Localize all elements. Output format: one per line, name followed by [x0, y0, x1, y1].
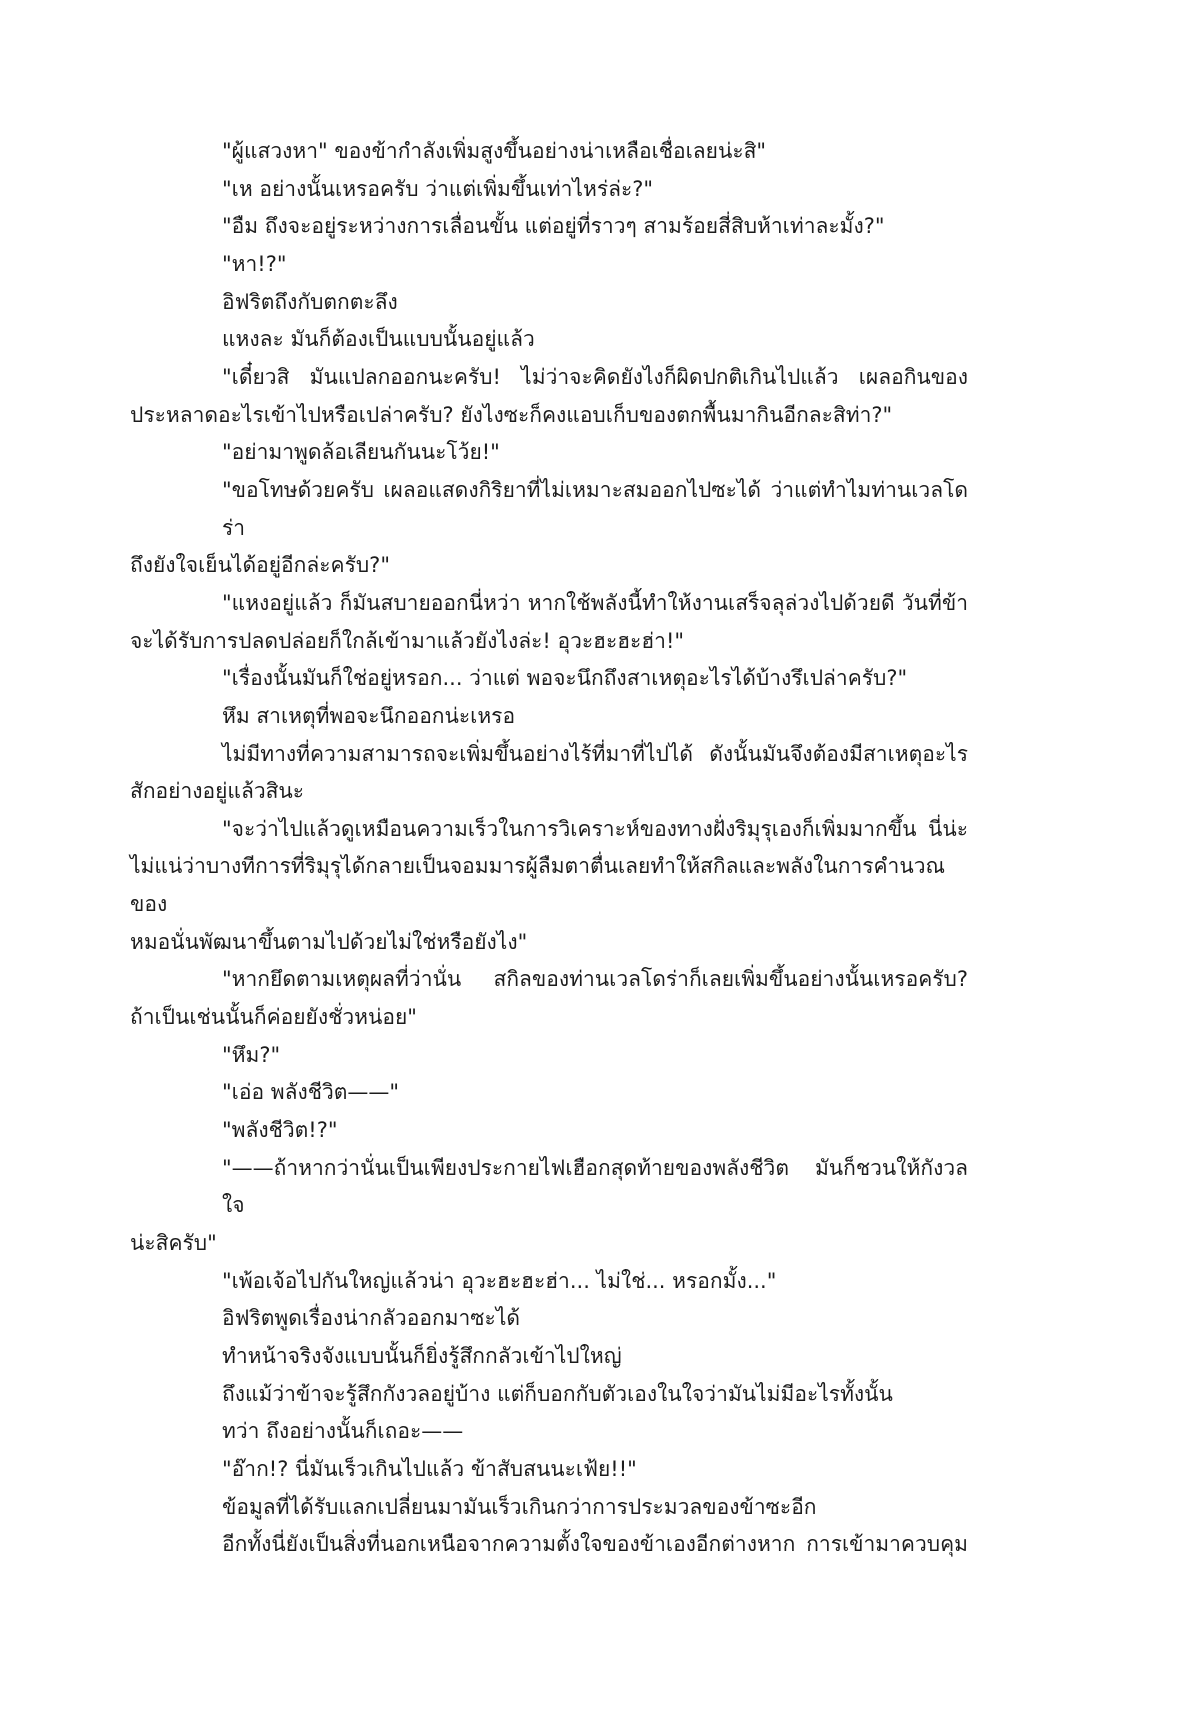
paragraph-line: "เรื่องนั้นมันก็ใช่อยู่หรอก... ว่าแต่ พอจะนึกถึงสาเหตุอะไรได้บ้างรึเปล่าครับ?" [222, 666, 908, 691]
paragraph-line: "หึม?" [222, 1042, 281, 1067]
paragraph [130, 171, 968, 209]
paragraph-line: "ผู้แสวงหา" ของข้ากำลังเพิ่มสูงขึ้นอย่างน่าเหลือเชื่อเลยน่ะสิ" [222, 139, 767, 163]
paragraph [130, 1376, 968, 1414]
paragraph-line: "อย่ามาพูดล้อเลียนกันนะโว้ย!" [222, 440, 500, 465]
paragraph [130, 961, 968, 1036]
paragraph-line: "หา!?" [222, 251, 287, 276]
paragraph-line: หึม สาเหตุที่พอจะนึกออกน่ะเหรอ [222, 703, 516, 728]
paragraph-line: ทำหน้าจริงจังแบบนั้นก็ยิ่งรู้สึกกลัวเข้าไปใหญ่ [222, 1344, 622, 1368]
paragraph [130, 359, 968, 434]
paragraph-line: "เดี๋ยวสิ มันแปลกออกนะครับ! ไม่ว่าจะคิดยังไงก็ผิดปกติเกินไปแล้ว เผลอกินของ [222, 364, 968, 389]
paragraph [130, 321, 968, 359]
paragraph-line: "จะว่าไปแล้วดูเหมือนความเร็วในการวิเคราะห์ของทางฝั่งริมุรุเองก็เพิ่มมากขึ้น นี่น่ะ [222, 816, 968, 841]
paragraph-line: "หากยึดตามเหตุผลที่ว่านั่น สกิลของท่านเวลโดร่าก็เลยเพิ่มขึ้นอย่างนั้นเหรอครับ? [222, 967, 968, 992]
paragraph [130, 660, 968, 698]
paragraph-line: อิฟริตถึงกับตกตะลึง [222, 289, 398, 314]
paragraph [130, 208, 968, 246]
paragraph-line: จะได้รับการปลดปล่อยก็ใกล้เข้ามาแล้วยังไงล่ะ! อุวะฮะฮะฮ่า!" [130, 628, 685, 653]
paragraph [130, 1526, 968, 1564]
paragraph [130, 133, 968, 171]
paragraph-line: หมอนั่นพัฒนาขึ้นตามไปด้วยไม่ใช่หรือยังไง" [130, 929, 528, 954]
paragraph [130, 1037, 968, 1075]
paragraph [130, 1074, 968, 1112]
paragraph-line: "แหงอยู่แล้ว ก็มันสบายออกนี่หว่า หากใช้พลังนี้ทำให้งานเสร็จลุล่วงไปด้วยดี วันที่ข้า [222, 590, 968, 615]
paragraph [130, 811, 968, 962]
paragraph-line: สักอย่างอยู่แล้วสินะ [130, 779, 305, 804]
paragraph-line: อีกทั้งนี่ยังเป็นสิ่งที่นอกเหนือจากความตั้งใจของข้าเองอีกต่างหาก การเข้ามาควบคุม [222, 1532, 968, 1557]
paragraph-line: ถึงยังใจเย็นได้อยู่อีกล่ะครับ?" [130, 553, 390, 578]
paragraph [130, 698, 968, 736]
paragraph-line: "เอ่อ พลังชีวิต——" [222, 1080, 400, 1105]
paragraph-line: ประหลาดอะไรเข้าไปหรือเปล่าครับ? ยังไงซะก็คงแอบเก็บของตกพื้นมากินอีกละสิท่า?" [130, 402, 893, 427]
paragraph [130, 472, 968, 585]
paragraph-line: "พลังชีวิต!?" [222, 1118, 338, 1143]
paragraph-line: ไม่มีทางที่ความสามารถจะเพิ่มขึ้นอย่างไร้ที่มาที่ไปได้ ดังนั้นมันจึงต้องมีสาเหตุอะไร [222, 741, 968, 766]
paragraph-line: แหงละ มันก็ต้องเป็นแบบนั้นอยู่แล้ว [222, 327, 535, 352]
paragraph-line: "เห อย่างนั้นเหรอครับ ว่าแต่เพิ่มขึ้นเท่าไหร่ล่ะ?" [222, 176, 654, 201]
paragraph-line: ข้อมูลที่ได้รับแลกเปลี่ยนมามันเร็วเกินกว่าการประมวลของข้าซะอีก [222, 1494, 817, 1519]
paragraph-line: "ขอโทษด้วยครับ เผลอแสดงกิริยาที่ไม่เหมาะสมออกไปซะได้ ว่าแต่ทำไมท่านเวลโดร่า [222, 477, 968, 540]
paragraph-line: น่ะสิครับ" [130, 1231, 217, 1256]
paragraph-line: "——ถ้าหากว่านั่นเป็นเพียงประกายไฟเฮือกสุดท้ายของพลังชีวิต มันก็ชวนให้กังวลใจ [222, 1155, 968, 1218]
paragraph [130, 1413, 968, 1451]
paragraph-line: "อืม ถึงจะอยู่ระหว่างการเลื่อนขั้น แต่อยู่ที่ราวๆ สามร้อยสี่สิบห้าเท่าละมั้ง?" [222, 214, 885, 239]
paragraph-line: "อ๊าก!? นี่มันเร็วเกินไปแล้ว ข้าสับสนนะเฟ้ย!!" [222, 1456, 637, 1481]
paragraph [130, 736, 968, 811]
text-body [130, 133, 968, 1564]
paragraph [130, 585, 968, 660]
paragraph-line: ถ้าเป็นเช่นนั้นก็ค่อยยังชั่วหน่อย" [130, 1005, 417, 1030]
paragraph [130, 246, 968, 284]
paragraph [130, 1150, 968, 1263]
paragraph [130, 1112, 968, 1150]
paragraph [130, 284, 968, 322]
paragraph [130, 434, 968, 472]
paragraph [130, 1338, 968, 1376]
paragraph-line: อิฟริตพูดเรื่องน่ากลัวออกมาซะได้ [222, 1306, 521, 1331]
paragraph-line: ไม่แน่ว่าบางทีการที่ริมุรุได้กลายเป็นจอมมารผู้ลืมตาตื่นเลยทำให้สกิลและพลังในการคำนวณของ [130, 854, 945, 917]
paragraph [130, 1300, 968, 1338]
paragraph-line: ทว่า ถึงอย่างนั้นก็เถอะ—— [222, 1419, 464, 1444]
paragraph [130, 1451, 968, 1489]
paragraph [130, 1263, 968, 1301]
paragraph-line: ถึงแม้ว่าข้าจะรู้สึกกังวลอยู่บ้าง แต่ก็บอกกับตัวเองในใจว่ามันไม่มีอะไรทั้งนั้น [222, 1381, 893, 1406]
paragraph-line: "เพ้อเจ้อไปกันใหญ่แล้วน่า อุวะฮะฮะฮ่า... ไม่ใช่... หรอกมั้ง..." [222, 1268, 777, 1293]
paragraph [130, 1489, 968, 1527]
